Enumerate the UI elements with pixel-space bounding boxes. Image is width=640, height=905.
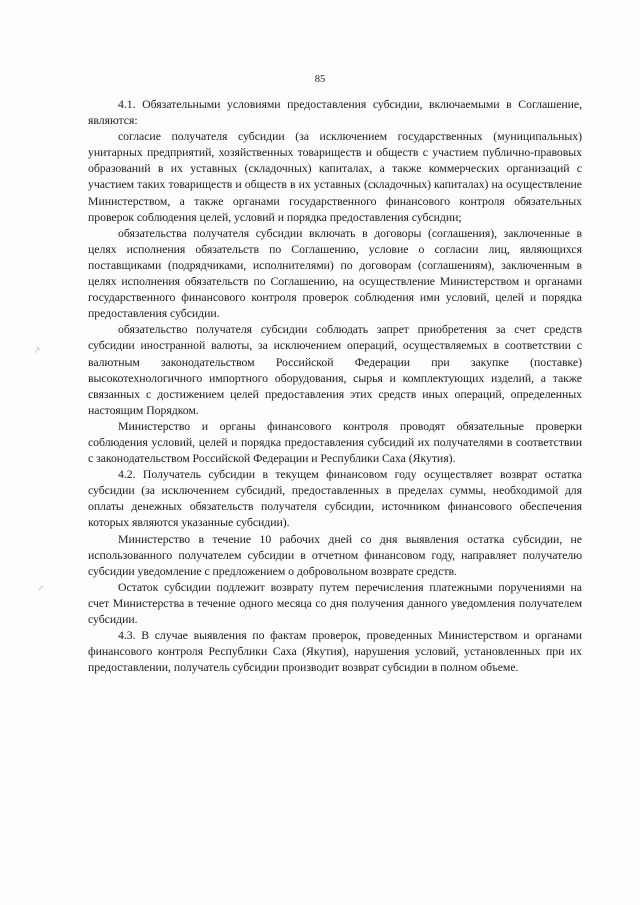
- paragraph-currency-ban: обязательство получателя субсидии соблюдать запрет приобретения за счет средств субсидии иностранной валюты, за исключением операций, осуществляемых в соответствии с валютным законодательством Российской Федерации при закупке (поставке) высокотехнологичного импортного оборудования, сырья и комплектующих изделий, а также связанных с достижением целей предоставления этих средств иных операций, определенных настоящим Порядком.: [88, 322, 582, 417]
- paragraph-4-3-violation: 4.3. В случае выявления по фактам проверок, проведенных Министерством и органами финансового контроля Республики Саха (Якутия), нарушения условий, установленных при их предоставлении, получатель субсидии производит возврат субсидии в полном объеме.: [88, 628, 582, 675]
- page-number: 85: [314, 74, 326, 85]
- scan-mark: ⸍‾: [38, 586, 43, 595]
- paragraph-consent-condition: согласие получателя субсидии (за исключением государственных (муниципальных) унитарных предприятий, хозяйственных товариществ и обществ с участием публично-правовых образований в их уставных (складочных) капиталах, а также коммерческих организаций с участием таких товариществ и обществ в их уставных (складочных) капиталах) на осуществление Министерством, а также органами государственного финансового контроля обязательных проверок соблюдения целей, условий и порядка предоставления субсидии;: [88, 129, 582, 224]
- paragraph-contract-obligation: обязательства получателя субсидии включать в договоры (соглашения), заключенные в целях исполнения обязательств по Соглашению, условие о согласии лиц, являющихся поставщиками (подрядчиками, исполнителями) по договорам (соглашениям), заключенным в целях исполнения обязательств по Соглашению, на осуществление Министерством и органами государственного финансового контроля проверок соблюдения ими условий, целей и порядка предоставления субсидии.: [88, 225, 582, 321]
- paragraph-notification: Министерство в течение 10 рабочих дней со дня выявления остатка субсидии, не использованного получателем субсидии в отчетном финансовом году, направляет получателю субсидии уведомление с предложением о добровольном возврате средств.: [88, 531, 582, 578]
- paragraph-remainder-return: Остаток субсидии подлежит возврату путем перечисления платежными поручениями на счет Министерства в течение одного месяца со дня получения данного уведомления получателем субсидии.: [88, 579, 582, 626]
- paragraph-4-2-return: 4.2. Получатель субсидии в текущем финансовом году осуществляет возврат остатка субсидии (за исключением субсидий, предоставленных в пределах суммы, необходимой для оплаты денежных обязательств получателя субсидии, источником финансового обеспечения которых являются указанные субсидии).: [88, 467, 582, 530]
- paragraph-inspections: Министерство и органы финансового контроля проводят обязательные проверки соблюдения условий, целей и порядка предоставления субсидий их получателями в соответствии с законодательством Российской Федерации и Республики Саха (Якутия).: [88, 418, 582, 466]
- paragraph-4-1-intro: 4.1. Обязательными условиями предоставления субсидии, включаемыми в Соглашение, являются:: [88, 97, 582, 128]
- document-body: [88, 96, 582, 675]
- scan-mark: ⁄⸌: [36, 346, 40, 355]
